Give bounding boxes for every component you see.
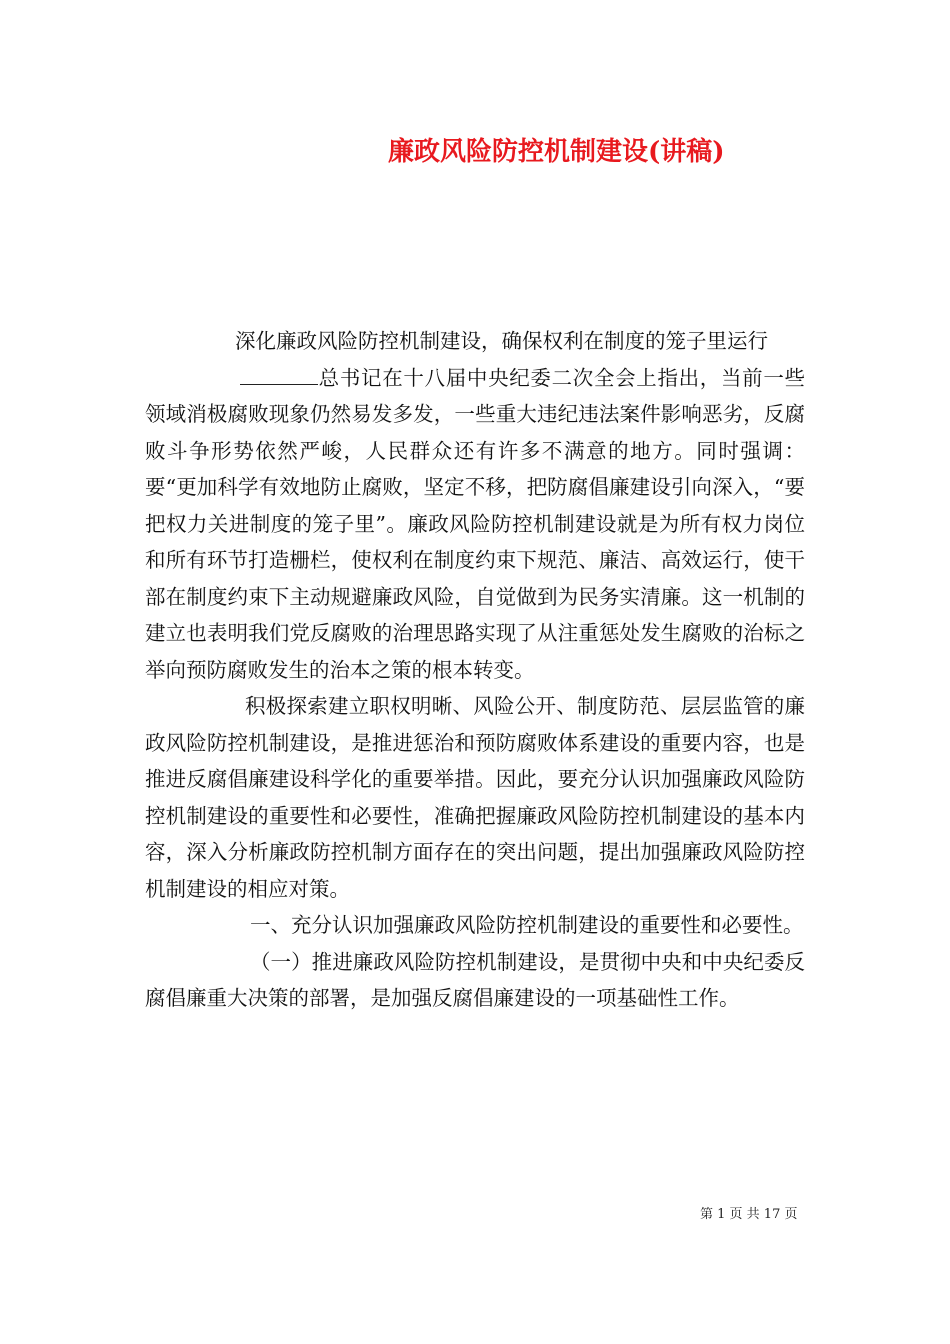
- paragraph-1-text: 总书记在十八届中央纪委二次全会上指出，当前一些领域消极腐败现象仍然易发多发，一些重大违纪违法案件影响恶劣，反腐败斗争形势依然严峻，人民群众还有许多不满意的地方。同时强调：要“更加科学有效地防止腐败，坚定不移，把防腐倡廉建设引向深入，“要把权力关进制度的笼子里”。廉政风险防控机制建设就是为所有权力岗位和所有环节打造栅栏，使权利在制度约束下规范、廉洁、高效运行，使干部在制度约束下主动规避廉政风险，自觉做到为民务实清廉。这一机制的建立也表明我们党反腐败的治理思路实现了从注重惩处发生腐败的治标之举向预防腐败发生的治本之策的根本转变。: [145, 365, 805, 682]
- paragraph-2: 积极探索建立职权明晰、风险公开、制度防范、层层监管的廉政风险防控机制建设，是推进惩治和预防腐败体系建设的重要内容，也是推进反腐倡廉建设科学化的重要举措。因此，要充分认识加强廉政风险防控机制建设的重要性和必要性，准确把握廉政风险防控机制建设的基本内容，深入分析廉政防控机制方面存在的突出问题，提出加强廉政风险防控机制建设的相应对策。: [145, 694, 805, 901]
- document-body: [145, 323, 805, 1017]
- page-number: 第 1 页 共 17 页: [700, 1207, 798, 1222]
- paragraph-1: [145, 360, 805, 689]
- paragraph-subtitle: 深化廉政风险防控机制建设，确保权利在制度的笼子里运行: [235, 329, 768, 353]
- paragraph-4: （一）推进廉政风险防控机制建设，是贯彻中央和中央纪委反腐倡廉重大决策的部署，是加强反腐倡廉建设的一项基础性工作。: [145, 949, 805, 1010]
- blank-underline: [240, 366, 318, 385]
- document-title: 廉政风险防控机制建设(讲稿): [388, 137, 725, 167]
- paragraph-3: 一、充分认识加强廉政风险防控机制建设的重要性和必要性。: [250, 913, 804, 937]
